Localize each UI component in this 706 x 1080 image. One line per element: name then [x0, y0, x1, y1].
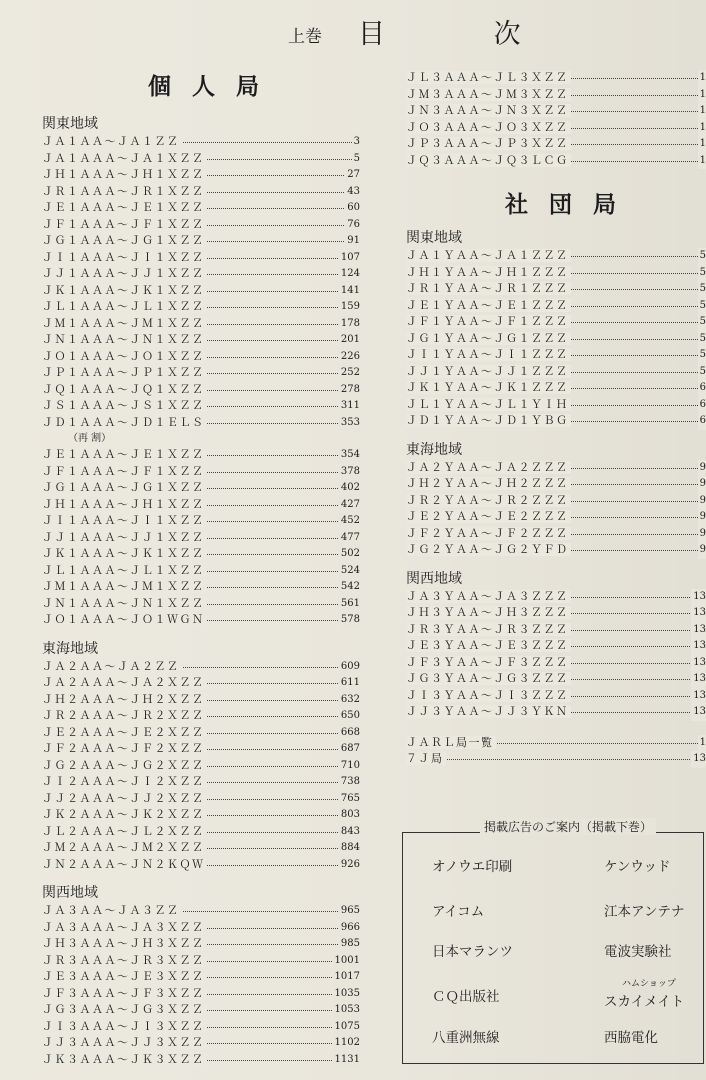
ad-item: ケンウッド: [604, 859, 671, 875]
entry-page: 1: [698, 70, 706, 87]
club-kanto-list: [406, 248, 706, 430]
toc-entry: [42, 920, 360, 937]
entry-label: ＪＮ３ＡＡＡ～ＪＮ３ＸＺＺ: [406, 104, 569, 117]
entry-page: 561: [339, 596, 360, 613]
entry-page: 5: [698, 364, 706, 381]
entry-page: 452: [339, 513, 360, 530]
entry-page: 6: [698, 413, 706, 430]
entry-page: 5: [698, 331, 706, 348]
entry-page: 353: [339, 415, 360, 432]
entry-label: ＪＭ１ＡＡＡ～ＪＭ１ＸＺＺ: [42, 316, 205, 330]
toc-entry: [406, 120, 706, 137]
entry-page: 6: [698, 380, 706, 397]
entry-label: ＪＧ２ＡＡＡ～ＪＧ２ＸＺＺ: [42, 758, 205, 772]
toc-entry: [42, 349, 360, 366]
region-heading-tokai-club: 東海地域: [406, 441, 462, 458]
entry-page: 27: [345, 167, 360, 184]
entry-page: 5: [698, 281, 706, 298]
entry-label: ＪＨ１ＡＡＡ～ＪＨ１ＸＺＺ: [42, 168, 205, 181]
entry-page: 124: [339, 266, 360, 283]
entry-page: 9: [698, 460, 706, 477]
ad-item: 日本マランツ: [432, 944, 513, 960]
leader-dots: [406, 759, 706, 760]
entry-label: ＪＬ１ＡＡＡ～ＪＬ１ＸＺＺ: [42, 300, 205, 313]
entry-page: 427: [339, 497, 360, 514]
entry-label: ＪＭ１ＡＡＡ～ＪＭ１ＸＺＺ: [42, 580, 205, 593]
entry-page: 5: [352, 151, 360, 168]
entry-page: 354: [339, 447, 360, 464]
toc-entry: [42, 217, 360, 234]
toc-entry: [42, 596, 360, 613]
entry-page: 1035: [333, 986, 360, 1003]
toc-entry: [42, 1002, 360, 1019]
entry-page: 668: [339, 725, 360, 742]
entry-page: 13: [691, 751, 706, 768]
entry-page: 5: [698, 248, 706, 265]
entry-label: ＪＪ１ＡＡＡ～ＪＪ１ＸＺＺ: [42, 530, 205, 544]
entry-label: ＪＬ１ＹＡＡ～ＪＬ１ＹＩＨ: [406, 397, 569, 411]
entry-label: ＪＦ３ＡＡＡ～ＪＦ３ＸＺＺ: [42, 986, 205, 1000]
entry-label: ＪＡＲＬ局一覧: [406, 735, 494, 749]
entry-label: ＪＦ１ＡＡＡ～ＪＦ１ＸＺＺ: [42, 464, 205, 478]
entry-page: 843: [339, 824, 360, 841]
toc-entry: [406, 380, 706, 397]
entry-label: ＪＡ２ＹＡＡ～ＪＡ２ＺＺＺ: [406, 460, 569, 474]
entry-label: ＪＩ１ＡＡＡ～ＪＩ１ＸＺＺ: [42, 514, 205, 527]
entry-page: 926: [339, 857, 360, 874]
toc-entry: [406, 281, 706, 298]
entry-label: ＪＩ２ＡＡＡ～ＪＩ２ＸＺＺ: [42, 775, 205, 788]
ad-item: オノウエ印刷: [432, 859, 513, 875]
entry-label: ＪＩ３ＡＡＡ～ＪＩ３ＸＺＺ: [42, 1019, 205, 1033]
entry-label: ＪＪ３ＡＡＡ～ＪＪ３ＸＺＺ: [42, 1036, 205, 1049]
toc-entry: [42, 167, 360, 184]
entry-label: ＪＥ２ＡＡＡ～ＪＥ２ＸＺＺ: [42, 725, 205, 739]
entry-page: 477: [339, 530, 360, 547]
entry-page: 226: [339, 349, 360, 366]
toc-entry: [406, 314, 706, 331]
toc-entry: [42, 464, 360, 481]
right-column-continued: [406, 70, 706, 169]
toc-entry: [406, 493, 706, 510]
entry-label: ＪＡ３ＹＡＡ～ＪＡ３ＺＺＺ: [406, 589, 569, 603]
entry-label: ＪＥ１ＡＡＡ～ＪＥ１ＸＺＺ: [42, 201, 205, 214]
entry-page: 60: [345, 200, 360, 217]
entry-label: ＪＲ３ＹＡＡ～ＪＲ３ＺＺＺ: [406, 622, 569, 636]
toc-entry: [42, 659, 360, 676]
entry-label: ＪＩ１ＹＡＡ～ＪＩ１ＺＺＺ: [406, 348, 569, 361]
entry-label: ＪＨ３ＡＡＡ～ＪＨ３ＸＺＺ: [42, 937, 205, 950]
entry-page: 9: [698, 493, 706, 510]
ad-heading: 掲載広告のご案内（掲載下巻）: [480, 818, 656, 835]
entry-page: 378: [339, 464, 360, 481]
entry-label: ＪＩ３ＹＡＡ～ＪＩ３ＺＺＺ: [406, 688, 569, 702]
entry-page: 5: [698, 265, 706, 282]
entry-label: ＪＫ３ＡＡＡ～ＪＫ３ＸＺＺ: [42, 1052, 205, 1066]
region-heading-kansai-club: 関西地域: [406, 570, 462, 587]
entry-label: ＪＱ１ＡＡＡ～ＪＱ１ＸＺＺ: [42, 382, 205, 396]
entry-page: 524: [339, 563, 360, 580]
ad-item: アイコム: [432, 904, 485, 920]
toc-entry: [42, 807, 360, 824]
entry-page: 502: [339, 546, 360, 563]
toc-entry: [42, 579, 360, 596]
entry-page: 9: [698, 542, 706, 559]
toc-entry: [42, 332, 360, 349]
entry-label: ＪＥ３ＡＡＡ～ＪＥ３ＸＺＺ: [42, 970, 205, 983]
entry-label: ＪＫ１ＹＡＡ～ＪＫ１ＺＺＺ: [406, 381, 569, 394]
entry-page: 578: [339, 612, 360, 629]
entry-page: 1001: [333, 953, 360, 970]
entry-label: ＪＡ３ＡＡ～ＪＡ３ＺＺ: [42, 904, 180, 917]
toc-entry: [42, 398, 360, 415]
entry-page: 765: [339, 791, 360, 808]
entry-page: 91: [345, 233, 360, 250]
entry-page: 9: [698, 526, 706, 543]
entry-page: 13: [691, 605, 706, 622]
reassign-note: （再 割）: [68, 433, 112, 444]
toc-entry: [406, 136, 706, 153]
entry-page: 1: [698, 153, 706, 170]
entry-label: ＪＡ２ＡＡ～ＪＡ２ＺＺ: [42, 659, 180, 673]
entry-page: 803: [339, 807, 360, 824]
entry-label: ＪＨ２ＡＡＡ～ＪＨ２ＸＺＺ: [42, 692, 205, 706]
toc-entry: [406, 347, 706, 364]
entry-page: 5: [698, 347, 706, 364]
entry-label: ＪＯ３ＡＡＡ～ＪＯ３ＸＺＺ: [406, 120, 569, 134]
ad-item: ＣＱ出版社: [432, 989, 500, 1005]
toc-entry: [42, 936, 360, 953]
toc-entry: [42, 903, 360, 920]
entry-page: 542: [339, 579, 360, 596]
entry-page: 1075: [333, 1019, 360, 1036]
entry-label: ＪＧ３ＡＡＡ～ＪＧ３ＸＺＺ: [42, 1003, 205, 1016]
entry-page: 1053: [333, 1002, 360, 1019]
entry-label: ＪＮ１ＡＡＡ～ＪＮ１ＸＺＺ: [42, 596, 205, 610]
toc-entry: [42, 415, 360, 432]
toc-entry: [42, 1035, 360, 1052]
toc-entry: [406, 153, 706, 170]
toc-entry: [406, 331, 706, 348]
left-column: [42, 114, 360, 1068]
volume-label: 上巻: [288, 27, 322, 47]
toc-entry: [406, 509, 706, 526]
toc-entry: [42, 134, 360, 151]
toc-entry: [42, 791, 360, 808]
entry-page: 985: [339, 936, 360, 953]
region-heading-tokai: 東海地域: [42, 640, 98, 657]
toc-entry: [406, 655, 706, 672]
entry-label: ＪＯ１ＡＡＡ～ＪＯ１ＷＧＮ: [42, 613, 205, 626]
entry-page: 738: [339, 774, 360, 791]
club-kansai-list: [406, 589, 706, 721]
entry-page: 43: [345, 184, 360, 201]
toc-entry: [42, 382, 360, 399]
toc-entry: [42, 497, 360, 514]
entry-page: 13: [691, 688, 706, 705]
toc-entry: [42, 266, 360, 283]
entry-label: ＪＡ１ＹＡＡ～ＪＡ１ＺＺＺ: [406, 249, 569, 262]
ad-item: 電波実験社: [604, 944, 672, 960]
entry-label: ＪＥ２ＹＡＡ～ＪＥ２ＺＺＺ: [406, 510, 569, 523]
entry-page: 311: [339, 398, 360, 415]
entry-page: 1102: [333, 1035, 360, 1052]
entry-label: ＪＦ３ＹＡＡ～ＪＦ３ＺＺＺ: [406, 655, 569, 669]
continued-list: [406, 70, 706, 169]
toc-entry: [406, 526, 706, 543]
entry-label: ＪＦ２ＡＡＡ～ＪＦ２ＸＺＺ: [42, 742, 205, 755]
entry-label: ＪＪ１ＡＡＡ～ＪＪ１ＸＺＺ: [42, 267, 205, 280]
toc-entry: [406, 397, 706, 414]
toc-entry: [42, 233, 360, 250]
entry-label: ＪＥ１ＡＡＡ～ＪＥ１ＸＺＺ: [42, 448, 205, 461]
toc-entry: [406, 413, 706, 430]
entry-label: ＪＨ１ＹＡＡ～ＪＨ１ＺＺＺ: [406, 265, 569, 279]
entry-label: ＪＪ２ＡＡＡ～ＪＪ２ＸＺＺ: [42, 791, 205, 805]
entry-label: ＪＧ１ＹＡＡ～ＪＧ１ＺＺＺ: [406, 331, 569, 345]
page-title: 目 次: [358, 19, 571, 50]
entry-label: ＪＦ１ＹＡＡ～ＪＦ１ＺＺＺ: [406, 315, 569, 328]
entry-page: 966: [339, 920, 360, 937]
toc-entry: [42, 200, 360, 217]
toc-entry: [42, 758, 360, 775]
entry-label: ＪＭ３ＡＡＡ～ＪＭ３ＸＺＺ: [406, 87, 569, 101]
entry-label: ＪＤ１ＡＡＡ～ＪＤ１ＥＬＳ: [42, 415, 205, 429]
tokai-list: [42, 659, 360, 874]
entry-label: ７Ｊ局: [406, 752, 444, 765]
toc-entry: [42, 250, 360, 267]
toc-entry: [42, 365, 360, 382]
entry-label: ＪＨ３ＹＡＡ～ＪＨ３ＺＺＺ: [406, 606, 569, 619]
toc-entry: [406, 460, 706, 477]
entry-label: ＪＥ３ＹＡＡ～ＪＥ３ＺＺＺ: [406, 639, 569, 652]
entry-label: ＪＯ１ＡＡＡ～ＪＯ１ＸＺＺ: [42, 349, 205, 363]
toc-entry: [406, 622, 706, 639]
entry-label: ＪＨ１ＡＡＡ～ＪＨ１ＸＺＺ: [42, 497, 205, 511]
section-title-personal: 個人局: [148, 74, 280, 100]
toc-entry: [42, 480, 360, 497]
entry-page: 3: [352, 134, 360, 151]
entry-page: 611: [339, 675, 360, 692]
entry-label: ＪＦ２ＹＡＡ～ＪＦ２ＺＺＺ: [406, 526, 569, 540]
entry-page: 609: [339, 659, 360, 676]
toc-entry: [42, 513, 360, 530]
entry-page: 1: [698, 103, 706, 120]
toc-entry: [406, 298, 706, 315]
toc-entry: [42, 184, 360, 201]
toc-entry: [42, 1052, 360, 1069]
club-tokai-list: [406, 460, 706, 559]
entry-page: 159: [339, 299, 360, 316]
entry-page: 884: [339, 840, 360, 857]
entry-page: 201: [339, 332, 360, 349]
entry-label: ＪＰ３ＡＡＡ～ＪＰ３ＸＺＺ: [406, 137, 569, 150]
entry-label: ＪＪ１ＹＡＡ～ＪＪ１ＺＺＺ: [406, 364, 569, 378]
toc-entry: [42, 986, 360, 1003]
entry-label: ＪＪ３ＹＡＡ～ＪＪ３ＹＫＮ: [406, 705, 569, 718]
entry-label: ＪＧ３ＹＡＡ～ＪＧ３ＺＺＺ: [406, 672, 569, 685]
toc-entry: [406, 638, 706, 655]
entry-label: ＪＳ１ＡＡＡ～ＪＳ１ＸＺＺ: [42, 399, 205, 412]
entry-label: ＪＫ１ＡＡＡ～ＪＫ１ＸＺＺ: [42, 547, 205, 560]
entry-page: 1: [698, 120, 706, 137]
entry-page: 13: [691, 638, 706, 655]
toc-entry: [42, 725, 360, 742]
entry-page: 13: [691, 655, 706, 672]
toc-entry: [42, 840, 360, 857]
toc-entry: [406, 605, 706, 622]
toc-entry: [406, 751, 706, 768]
entry-page: 9: [698, 476, 706, 493]
toc-entry: [406, 688, 706, 705]
entry-page: 9: [698, 509, 706, 526]
region-heading-kanto: 関東地域: [42, 116, 98, 132]
toc-entry: [42, 447, 360, 464]
entry-page: 1131: [333, 1052, 360, 1069]
entry-label: ＪＲ３ＡＡＡ～ＪＲ３ＸＺＺ: [42, 953, 205, 967]
toc-entry: [406, 70, 706, 87]
entry-label: ＪＧ２ＹＡＡ～ＪＧ２ＹＦＤ: [406, 543, 569, 556]
entry-label: ＪＧ１ＡＡＡ～ＪＧ１ＸＺＺ: [42, 481, 205, 494]
ad-item: 西脇電化: [604, 1030, 658, 1046]
toc-entry: [42, 316, 360, 333]
toc-entry: [42, 741, 360, 758]
entry-label: ＪＡ１ＡＡＡ～ＪＡ１ＸＺＺ: [42, 151, 205, 165]
toc-entry: [42, 824, 360, 841]
entry-label: ＪＧ１ＡＡＡ～ＪＧ１ＸＺＺ: [42, 234, 205, 247]
entry-label: ＪＮ２ＡＡＡ～ＪＮ２ＫＱＷ: [42, 857, 205, 871]
entry-label: ＪＬ１ＡＡＡ～ＪＬ１ＸＺＺ: [42, 563, 205, 577]
toc-entry: [42, 530, 360, 547]
entry-page: 710: [339, 758, 360, 775]
toc-entry: [406, 542, 706, 559]
toc-entry: [406, 248, 706, 265]
toc-entry: [406, 476, 706, 493]
right-column: [406, 228, 706, 768]
entry-label: ＪＡ３ＡＡＡ～ＪＡ３ＸＺＺ: [42, 920, 205, 934]
toc-entry: [42, 151, 360, 168]
entry-page: 76: [345, 217, 360, 234]
toc-entry: [42, 675, 360, 692]
entry-page: 1017: [333, 969, 360, 986]
toc-entry: [406, 87, 706, 104]
kansai-list: [42, 903, 360, 1068]
entry-label: ＪＱ３ＡＡＡ～ＪＱ３ＬＣＧ: [406, 153, 569, 167]
toc-entry: [42, 692, 360, 709]
toc-entry: [42, 708, 360, 725]
entry-page: 13: [691, 589, 706, 606]
toc-entry: [406, 671, 706, 688]
entry-page: 1: [698, 136, 706, 153]
entry-page: 13: [691, 622, 706, 639]
toc-entry: [42, 774, 360, 791]
section-title-club: 社団局: [505, 192, 637, 218]
entry-page: 1: [698, 735, 706, 752]
entry-page: 1: [698, 87, 706, 104]
toc-entry: [42, 857, 360, 874]
toc-entry: [42, 953, 360, 970]
entry-label: ＪＭ２ＡＡＡ～ＪＭ２ＸＺＺ: [42, 841, 205, 854]
entry-page: 5: [698, 314, 706, 331]
entry-page: 13: [691, 671, 706, 688]
entry-label: ＪＲ１ＡＡＡ～ＪＲ１ＸＺＺ: [42, 184, 205, 198]
entry-label: ＪＬ２ＡＡＡ～ＪＬ２ＸＺＺ: [42, 824, 205, 838]
entry-page: 965: [339, 903, 360, 920]
entry-label: ＪＰ１ＡＡＡ～ＪＰ１ＸＺＺ: [42, 366, 205, 379]
entry-label: ＪＫ１ＡＡＡ～ＪＫ１ＸＺＺ: [42, 283, 205, 297]
toc-entry: [406, 103, 706, 120]
entry-page: 252: [339, 365, 360, 382]
entry-label: ＪＡ１ＡＡ～ＪＡ１ＺＺ: [42, 135, 180, 148]
entry-label: ＪＤ１ＹＡＡ～ＪＤ１ＹＢＧ: [406, 414, 569, 427]
entry-page: 687: [339, 741, 360, 758]
entry-page: 178: [339, 316, 360, 333]
entry-label: ＪＡ２ＡＡＡ～ＪＡ２ＸＺＺ: [42, 676, 205, 689]
region-heading-kanto-club: 関東地域: [406, 230, 462, 246]
toc-entry: [406, 364, 706, 381]
entry-page: 13: [691, 704, 706, 721]
entry-label: ＪＲ２ＹＡＡ～ＪＲ２ＺＺＺ: [406, 493, 569, 507]
toc-entry: [406, 704, 706, 721]
kanto-reassign-list: [42, 447, 360, 629]
toc-entry: [42, 1019, 360, 1036]
kanto-list: [42, 134, 360, 431]
entry-label: ＪＬ３ＡＡＡ～ＪＬ３ＸＺＺ: [406, 71, 569, 84]
entry-label: ＪＩ１ＡＡＡ～ＪＩ１ＸＺＺ: [42, 250, 205, 264]
toc-entry: [42, 283, 360, 300]
toc-entry: [42, 612, 360, 629]
toc-entry: [406, 265, 706, 282]
entry-label: ＪＮ１ＡＡＡ～ＪＮ１ＸＺＺ: [42, 333, 205, 346]
toc-entry: [42, 969, 360, 986]
ad-item: スカイメイト: [604, 994, 685, 1010]
entry-page: 278: [339, 382, 360, 399]
extra-list: [406, 735, 706, 768]
ad-item: 江本アンテナ: [604, 904, 685, 920]
toc-entry: [42, 299, 360, 316]
entry-label: ＪＲ２ＡＡＡ～ＪＲ２ＸＺＺ: [42, 709, 205, 722]
entry-label: ＪＫ２ＡＡＡ～ＪＫ２ＸＺＺ: [42, 808, 205, 821]
page-header: [0, 8, 706, 48]
region-heading-kansai: 関西地域: [42, 885, 98, 901]
toc-entry: [406, 589, 706, 606]
ad-item: 八重洲無線: [432, 1030, 500, 1046]
entry-page: 650: [339, 708, 360, 725]
entry-page: 6: [698, 397, 706, 414]
entry-label: ＪＦ１ＡＡＡ～ＪＦ１ＸＺＺ: [42, 217, 205, 231]
toc-entry: [42, 563, 360, 580]
toc-entry: [406, 735, 706, 752]
toc-entry: [42, 546, 360, 563]
entry-page: 5: [698, 298, 706, 315]
entry-page: 141: [339, 283, 360, 300]
entry-label: ＪＲ１ＹＡＡ～ＪＲ１ＺＺＺ: [406, 282, 569, 295]
ad-item: ハムショップ: [622, 979, 676, 989]
entry-page: 632: [339, 692, 360, 709]
entry-label: ＪＨ２ＹＡＡ～ＪＨ２ＺＺＺ: [406, 477, 569, 490]
entry-label: ＪＥ１ＹＡＡ～ＪＥ１ＺＺＺ: [406, 298, 569, 312]
entry-page: 402: [339, 480, 360, 497]
entry-page: 107: [339, 250, 360, 267]
